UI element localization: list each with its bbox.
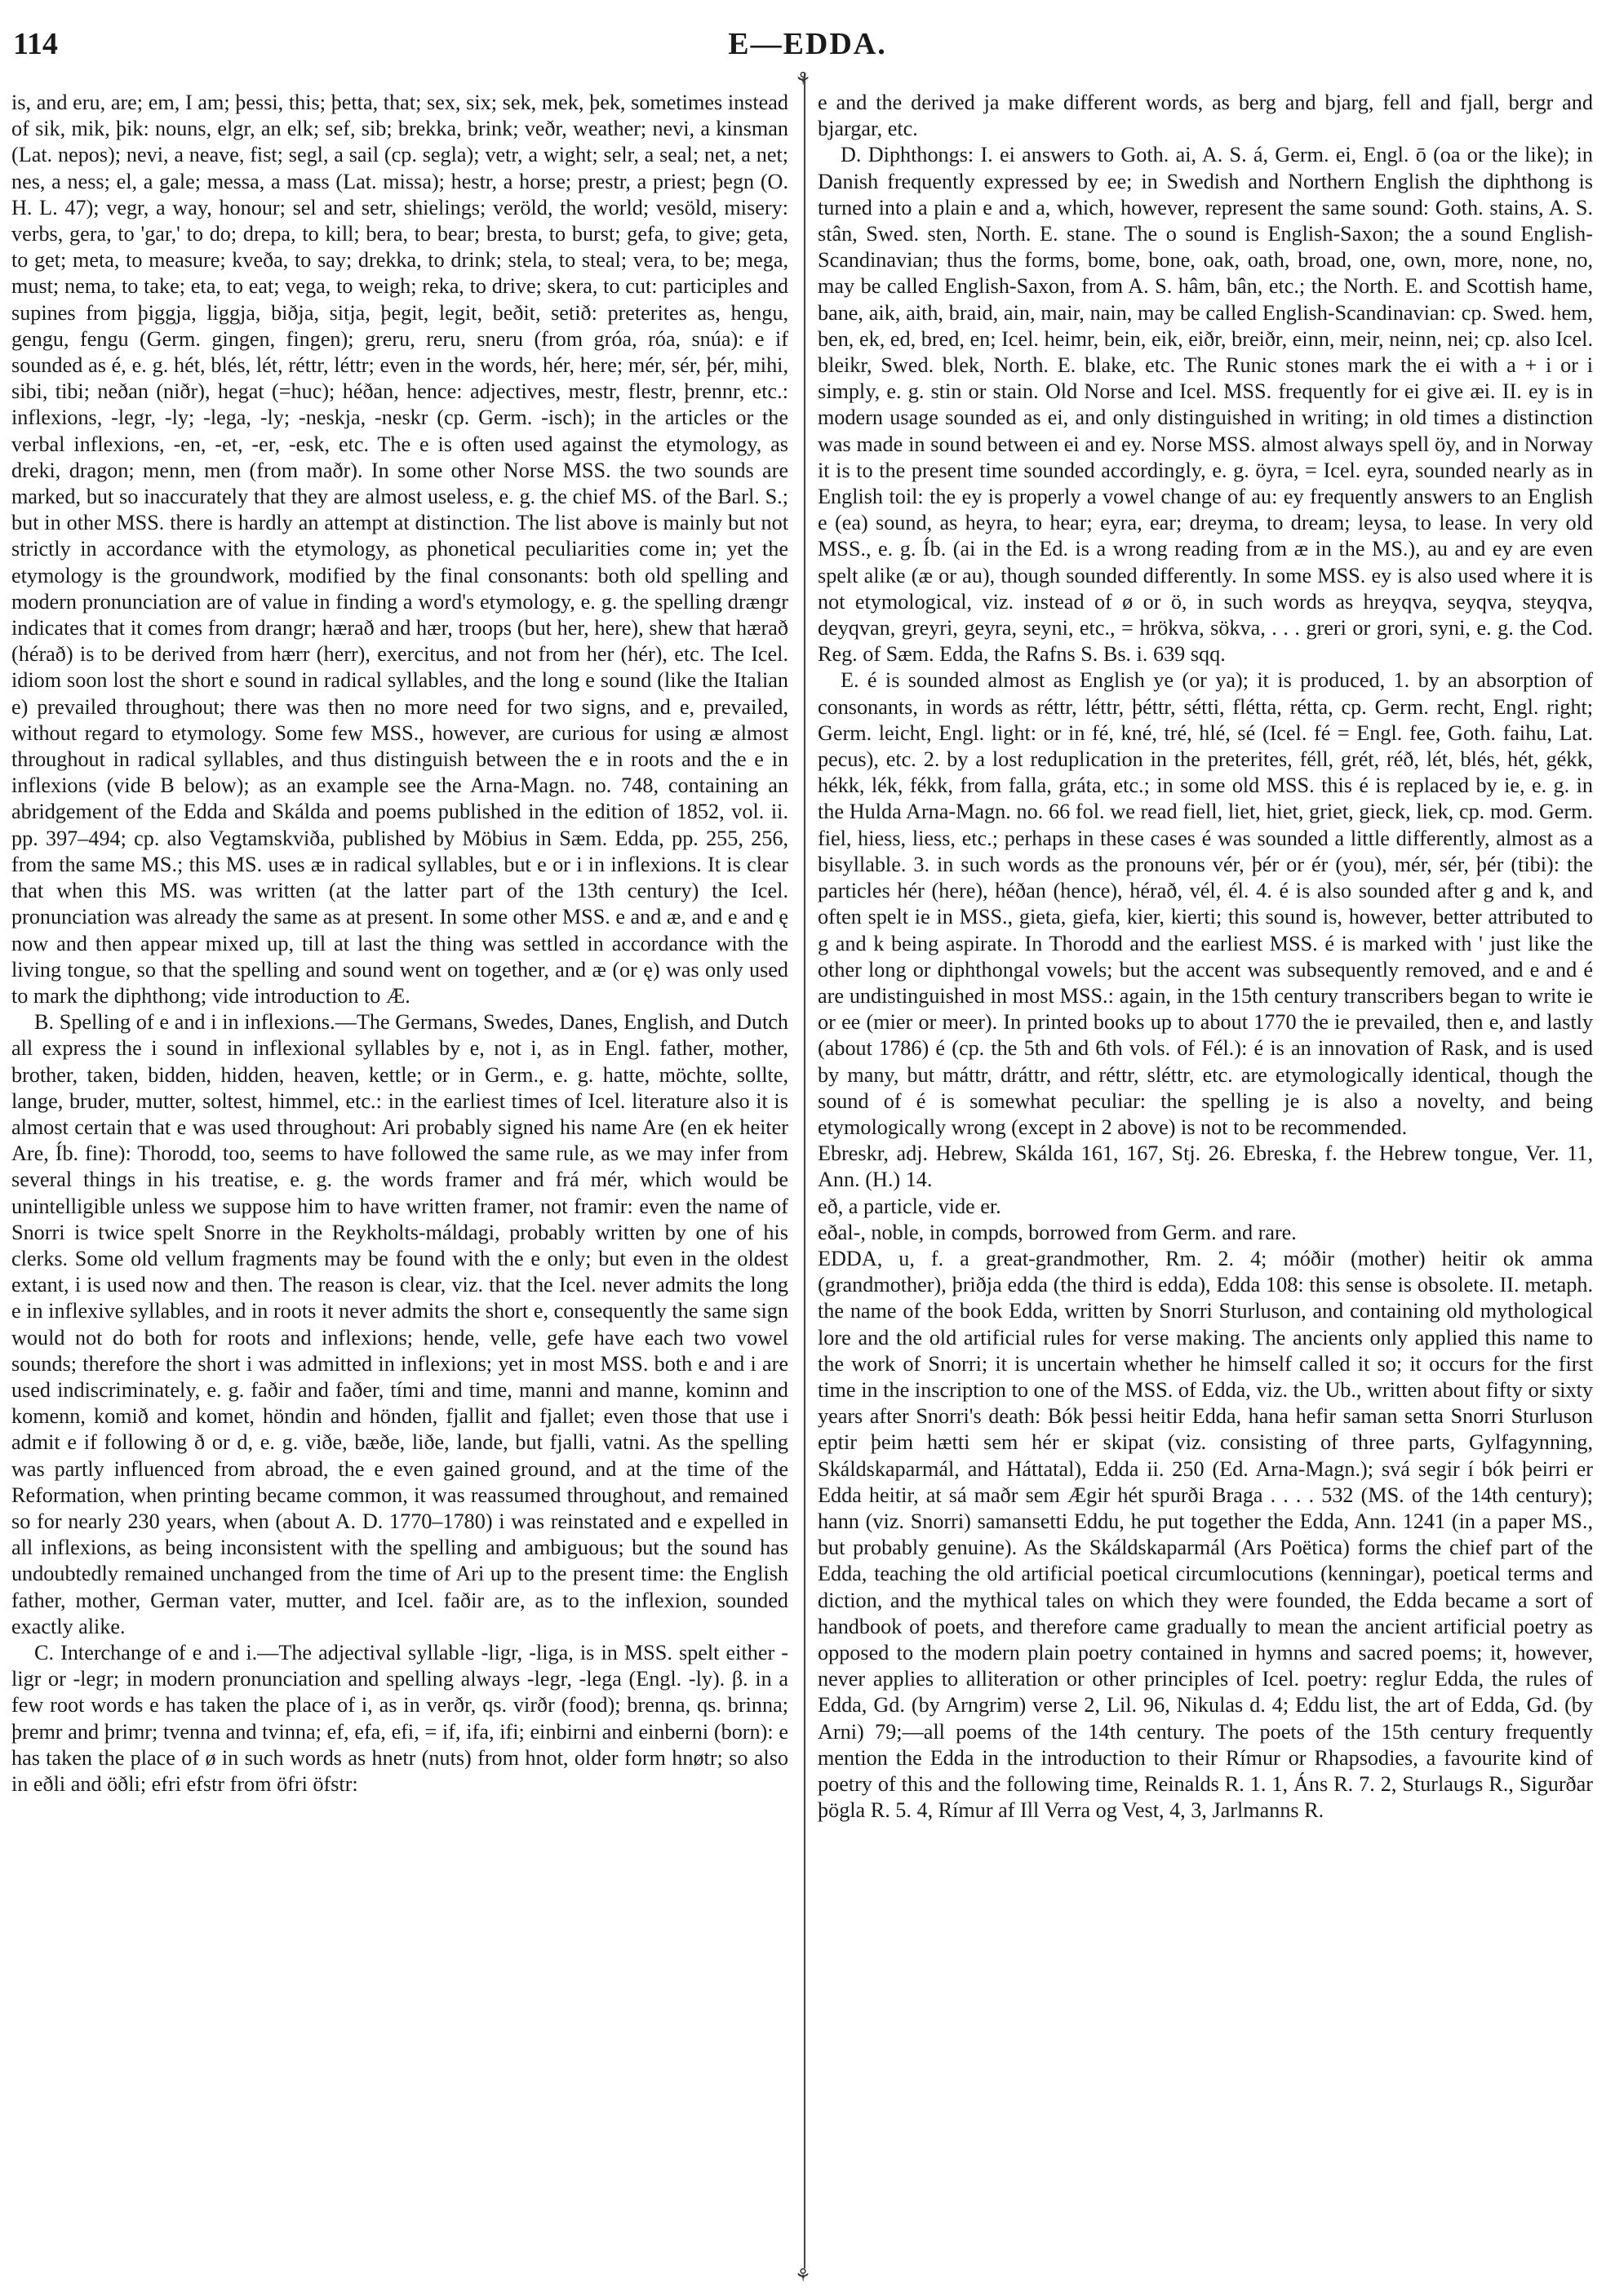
entry-edal: eðal-, noble, in compds, borrowed from Germ. and rare.	[818, 1220, 1297, 1244]
left-column	[11, 90, 788, 2276]
left-paragraph-continuation: is, and eru, are; em, I am; þessi, this; þetta, that; sex, six; sek, mek, þek, sometimes instead of sik, mik, þik: nouns, elgr, an elk; sef, sib; brekka, brink; veðr, weather; nevi, a kinsman (Lat. nepos); nevi, a neave, fist; segl, a sail (cp. segla); vetr, a wight; selr, a seal; net, a net; nes, a ness; el, a gale; messa, a mass (Lat. missa); hestr, a horse; prestr, a priest; þegn (O. H. L. 47); vegr, a way, honour; sel and setr, shielings; veröld, the world; vesöld, misery: verbs, gera, to 'gar,' to do; drepa, to kill; bera, to bear; bresta, to burst; gefa, to give; geta, to get; meta, to measure; kveða, to say; drekka, to drink; stela, to steal; vera, to be; mega, must; nema, to take; eta, to eat; vega, to weigh; reka, to drive; skera, to cut: participles and supines from þiggja, liggja, biðja, sitja, þegit, legit, beðit, setið: preterites as, hengu, gengu, fengu (Germ. gingen, fingen); greru, reru, sneru (from gróa, róa, snúa): e if sounded as é, e. g. hét, blés, lét, réttr, léttr; even in the words, hér, here; mér, sér, þér, mihi, sibi, tibi; neðan (niðr), hegat (=huc); héðan, hence: adjectives, mestr, flestr, þrennr, etc.: inflexions, -legr, -ly; -lega, -ly; -neskja, -neskr (cp. Germ. -isch); in the articles or the verbal inflexions, -en, -et, -er, -esk, etc. The e is often used against the etymology, as dreki, dragon; menn, men (from maðr). In some other Norse MSS. the two sounds are marked, but so inaccurately that they are almost useless, e. g. the chief MS. of the Barl. S.; but in other MSS. there is hardly an attempt at distinction. The list above is mainly but not strictly in accordance with the etymology, as phonetical peculiarities come in; yet the etymology is the groundwork, modified by the final consonants: both old spelling and modern pronunciation are of value in finding a word's etymology, e. g. the spelling drængr indicates that it comes from drangr; hærað and hær, troops (but her, here), shew that hærað (hérað) is to be derived from hærr (herr), exercitus, and not from her (hér), etc. The Icel. idiom soon lost the short e sound in radical syllables, and the long e sound (like the Italian e) prevailed throughout; there was then no more need for two signs, and e, prevailed, without regard to etymology. Some few MSS., however, are curious for using æ almost throughout in radical syllables, and thus distinguish between the e in roots and the e in inflexions (vide B below); as an example see the Arna-Magn. no. 748, containing an abridgement of the Edda and Skálda and poems published in the edition of 1852, vol. ii. pp. 397–494; cp. also Vegtamskviða, published by Möbius in Sæm. Edda, pp. 255, 256, from the same MS.; this MS. uses æ in radical syllables, but e or i in inflexions. It is clear that when this MS. was written (at the latter part of the 13th century) the Icel. pronunciation was already the same as at present. In some other MSS. e and æ, and e and ę now and then appear mixed up, till at last the thing was settled in accordance with the living tongue, so that the spelling and sound went on together, and æ (or ę) was only used to mark the diphthong; vide introduction to Æ.	[11, 91, 788, 1008]
running-head: E—EDDA.	[728, 27, 887, 61]
top-ornament-icon: ⚘	[795, 69, 811, 89]
bottom-ornament-icon: ⚘	[795, 2265, 811, 2285]
column-divider	[804, 73, 805, 2268]
left-paragraph-spelling: B. Spelling of e and i in inflexions.—The Germans, Swedes, Danes, English, and Dutch all express the i sound in inflexional syllables by e, not i, as in Engl. father, mother, brother, taken, bidden, hidden, heaven, kettle; or in Germ., e. g. hatte, möchte, sollte, lange, bruder, mutter, soltest, himmel, etc.: in the earliest times of Icel. literature also it is almost certain that e was used throughout: Ari probably signed his name Are (en ek heiter Are, Íb. fine): Thorodd, too, seems to have followed the same rule, as we may infer from several things in his treatise, e. g. the words framer and frá mér, which would be unintelligible unless we suppose him to have written framer, not framir: even the name of Snorri is twice spelt Snorre in the Reykholts-máldagi, probably written by one of his clerks. Some old vellum fragments may be found with the e only; but even in the oldest extant, i is used now and then. The reason is clear, viz. that the Icel. never admits the long e in inflexive syllables, and in roots it never admits the short e, consequently the same sign would not do both for roots and inflexions; hende, velle, gefe have each two vowel sounds; therefore the short i was admitted in inflexions; yet in most MSS. both e and i are used indiscriminately, e. g. faðir and faðer, tími and time, manni and manne, kominn and komenn, komið and komet, höndin and hönden, fjallit and fjallet; even those that use i admit e if following ð or d, e. g. viðe, bæðe, liðe, lande, but fjalli, vatni. As the spelling was partly influenced from abroad, the e even gained ground, and at the time of the Reformation, when printing became common, it was reassumed throughout, and remained so for nearly 230 years, when (about A. D. 1770–1780) i was reinstated and e expelled in all inflexions, as being inconsistent with the spelling and ambiguous; but the sound has undoubtedly remained unchanged from the time of Ari up to the present time: the English father, mother, German vater, mutter, and Icel. faðir are, as to the inflexion, sounded exactly alike.	[11, 1010, 788, 1638]
entry-ed: eð, a particle, vide er.	[818, 1194, 1001, 1218]
right-paragraph-diphthongs: D. Diphthongs: I. ei answers to Goth. ai, A. S. á, Germ. ei, Engl. ō (oa or the like); in Danish frequently expressed by ee; in Swedish and Northern English the diphthong is turned into a plain e and a, which, however, represent the same sound: Goth. stains, A. S. stân, Swed. sten, North. E. stane. The o sound is English-Saxon; the a sound English-Scandinavian; thus the forms, bome, bone, oak, oath, broad, one, own, more, none, no, may be called English-Saxon, from A. S. hâm, bân, etc.; the North. E. and Scottish hame, bane, aik, aith, braid, ain, mair, nain, may be called English-Scandinavian: cp. Swed. hem, ben, ek, ed, bred, en; Icel. heimr, bein, eik, eiðr, breiðr, einn, meir, neinn, nei; cp. also Icel. bleikr, Swed. blek, North. E. blake, etc. The Runic stones mark the ei with a + i or i simply, e. g. stin or stain. Old Norse and Icel. MSS. frequently for ei give æi. II. ey is in modern usage sounded as ei, and only distinguished in writing; in old times a distinction was made in sound between ei and ey. Norse MSS. almost always spell öy, and in Norway it is to the present time sounded accordingly, e. g. öyra, = Icel. eyra, sounded nearly as in English toil: the ey is properly a vowel change of au: ey frequently answers to an English e (ea) sound, as heyra, to hear; eyra, ear; dreyma, to dream; leysa, to lease. In very old MSS., e. g. Íb. (ai in the Ed. is a wrong reading from æ in the MS.), au and ey are even spelt alike (æ or au), though sounded differently. In some MSS. ey is also used where it is not etymological, viz. instead of ø or ö, in such words as hreyqva, seyqva, steyqva, deyqvan, greyri, geyra, seyni, etc., = hrökva, sökva, . . . greri or grori, syni, e. g. the Cod. Reg. of Sæm. Edda, the Rafns S. Bs. i. 639 sqq.	[818, 143, 1593, 667]
right-column	[818, 90, 1593, 2276]
entry-ebreskr: Ebreskr, adj. Hebrew, Skálda 161, 167, Stj. 26. Ebreska, f. the Hebrew tongue, Ver. 11, Ann. (H.) 14.	[818, 1141, 1593, 1192]
entry-edda: EDDA, u, f. a great-grandmother, Rm. 2. 4; móðir (mother) heitir ok amma (grandmother), þriðja edda (the third is edda), Edda 108: this sense is obsolete. II. metaph. the name of the book Edda, written by Snorri Sturluson, and containing old mythological lore and the old artificial rules for verse making. The ancients only applied this name to the work of Snorri; it is uncertain whether he himself called it so; it occurs for the first time in the inscription to one of the MSS. of Edda, viz. the Ub., written about fifty or sixty years after Snorri's death: Bók þessi heitir Edda, hana hefir saman setta Snorri Sturluson eptir þeim hætti sem hér er skipat (viz. consisting of three parts, Gylfagynning, Skáldskaparmál, and Háttatal), Edda ii. 250 (Ed. Arna-Magn.); svá segir í bók þeirri er Edda heitir, at sá maðr sem Ægir hét spurði Braga . . . . 532 (MS. of the 14th century); hann (viz. Snorri) samansetti Eddu, he put together the Edda, Ann. 1241 (in a paper MS., but probably genuine). As the Skáldskaparmál (Ars Poëtica) forms the chief part of the Edda, teaching the old artificial poetical circumlocutions (kenningar), poetical terms and diction, and the mythical tales on which they were founded, the Edda became a sort of handbook of poets, and therefore came gradually to mean the ancient artificial poetry as opposed to the modern plain poetry contained in hymns and sacred poems; it, however, never applies to alliteration or other principles of Icel. poetry: reglur Edda, the rules of Edda, Gd. (by Arngrim) verse 2, Lil. 96, Nikulas d. 4; Eddu list, the art of Edda, Gd. (by Arni) 79;—all poems of the 14th century. The poets of the 15th century frequently mention the Edda in the introduction to their Rímur or Rhapsodies, a favourite kind of poetry of this and the following time, Reinalds R. 1. 1, Áns R. 7. 2, Sturlaugs R., Sigurðar þögla R. 5. 4, Rímur af Ill Verra og Vest, 4, 3, Jarlmanns R.	[818, 1246, 1593, 1823]
page-number: 114	[13, 27, 58, 61]
page-header	[0, 16, 1615, 65]
right-paragraph-e-acute: E. é is sounded almost as English ye (or ya); it is produced, 1. by an absorption of consonants, in words as réttr, léttr, þéttr, sétti, flétta, rétta, cp. Germ. recht, Engl. right; Germ. leicht, Engl. light: or in fé, kné, tré, hlé, sé (Icel. fé = Engl. fee, Goth. faihu, Lat. pecus), etc. 2. by a lost reduplication in the preterites, féll, grét, réð, lét, blés, hét, gékk, hékk, lék, fékk, from falla, gráta, etc.; in some old MSS. this é is replaced by ie, e. g. in the Hulda Arna-Magn. no. 66 fol. we read fiell, liet, hiet, griet, gieck, liek, cp. mod. Germ. fiel, hiess, liess, etc.; perhaps in these cases é was sounded a little differently, almost as a bisyllable. 3. in such words as the pronouns vér, þér or ér (you), mér, sér, þér (tibi): the particles hér (here), héðan (hence), hérað, vél, él. 4. é is also sounded after g and k, and often spelt ie in MSS., gieta, giefa, kier, kierti; this sound is, however, better attributed to g and k being aspirate. In Thorodd and the earliest MSS. é is marked with ' just like the other long or diphthongal vowels; but the accent was subsequently removed, and e and é are undistinguished in most MSS.: again, in the 15th century transcribers began to write ie or ee (mier or meer). In printed books up to about 1770 the ie prevailed, then e, and lastly (about 1786) é (cp. the 5th and 6th vols. of Fél.): é is an innovation of Rask, and is used by many, but máttr, dráttr, and réttr, sléttr, etc. are etymologically identical, though the sound of é is somewhat peculiar: the spelling je is also a novelty, and being etymologically wrong (except in 2 above) is not to be recommended.	[818, 668, 1593, 1139]
left-paragraph-interchange: C. Interchange of e and i.—The adjectival syllable -ligr, -liga, is in MSS. spelt either -ligr or -legr; in modern pronunciation and spelling always -legr, -lega (Engl. -ly). β. in a few root words e has taken the place of i, as in verðr, qs. virðr (food); brenna, qs. brinna; þremr and þrimr; tvenna and tvinna; ef, efa, efi, = if, ifa, ifi; einbirni and einberni (born): e has taken the place of ø in such words as hnetr (nuts) from hnot, older form hnøtr; so also in eðli and öðli; efri efstr from öfri öfstr:	[11, 1640, 788, 1796]
right-paragraph-continuation: e and the derived ja make different words, as berg and bjarg, fell and fjall, bergr and bjargar, etc.	[818, 91, 1593, 141]
